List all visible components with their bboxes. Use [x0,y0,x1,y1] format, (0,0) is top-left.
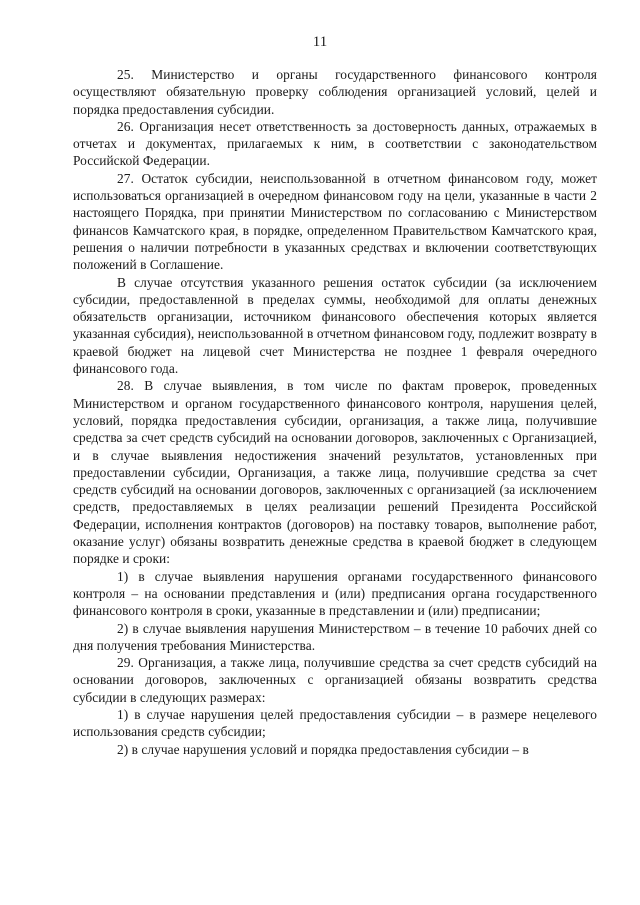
paragraph-28: 28. В случае выявления, в том числе по фактам проверок, проведенных Министерством и органом государственного финансового контроля, нарушения целей, условий, порядка предоставления субсидии, организация, а также лица, получившие средства за счет средств субсидий на основании договоров, заключенных с Организацией, и в случае выявления недостижения значений результатов, установленных при предоставлении субсидии, Организация, а также лица, получившие средства за счет средств субсидий на основании договоров, заключенных с организацией (за исключением средств, предоставляемых в целях реализации решений Президента Российской Федерации, исполнения контрактов (договоров) на поставку товаров, выполнение работ, оказание услуг) обязаны возвратить денежные средства в краевой бюджет в следующем порядке и сроки: [73,378,597,567]
document-body [73,66,597,758]
paragraph-29-item-2: 2) в случае нарушения условий и порядка предоставления субсидии – в [117,741,529,757]
paragraph-27: 27. Остаток субсидии, неиспользованной в отчетном финансовом году, может использоваться организацией в очередном финансовом году на цели, указанные в части 2 настоящего Порядка, при принятии Министерством по согласованию с Министерством финансов Камчатского края, в порядке, определенном Правительством Камчатского края, решения о наличии потребности в указанных средствах и включении соответствующих положений в Соглашение. [73,170,597,273]
paragraph-26: 26. Организация несет ответственность за достоверность данных, отражаемых в отчетах и документах, прилагаемых к ним, в соответствии с законодательством Российской Федерации. [73,118,597,169]
page-number: 11 [312,34,328,50]
paragraph-27-continuation: В случае отсутствия указанного решения остаток субсидии (за исключением субсидии, предоставленной в пределах суммы, необходимой для оплаты денежных обязательств организации, источником финансового обеспечения которых является указанная субсидия), неиспользованной в отчетном финансовом году, подлежит возврату в краевой бюджет на лицевой счет Министерства не позднее 1 февраля очередного финансового года. [73,274,597,377]
paragraph-25: 25. Министерство и органы государственного финансового контроля осуществляют обязательную проверку соблюдения организацией условий, целей и порядка предоставления субсидии. [73,67,597,117]
paragraph-29-item-1: 1) в случае нарушения целей предоставления субсидии – в размере нецелевого использования средств субсидии; [73,706,597,740]
paragraph-28-item-1: 1) в случае выявления нарушения органами государственного финансового контроля – на основании представления и (или) предписания органа государственного финансового контроля в сроки, указанные в представлении и (или) предписании; [73,568,597,619]
paragraph-28-item-2: 2) в случае выявления нарушения Министерством – в течение 10 рабочих дней со дня получения требования Министерства. [73,620,597,653]
paragraph-29: 29. Организация, а также лица, получившие средства за счет средств субсидий на основании договоров, заключенных с организацией обязаны возвратить средства субсидии в следующих размерах: [73,655,597,705]
